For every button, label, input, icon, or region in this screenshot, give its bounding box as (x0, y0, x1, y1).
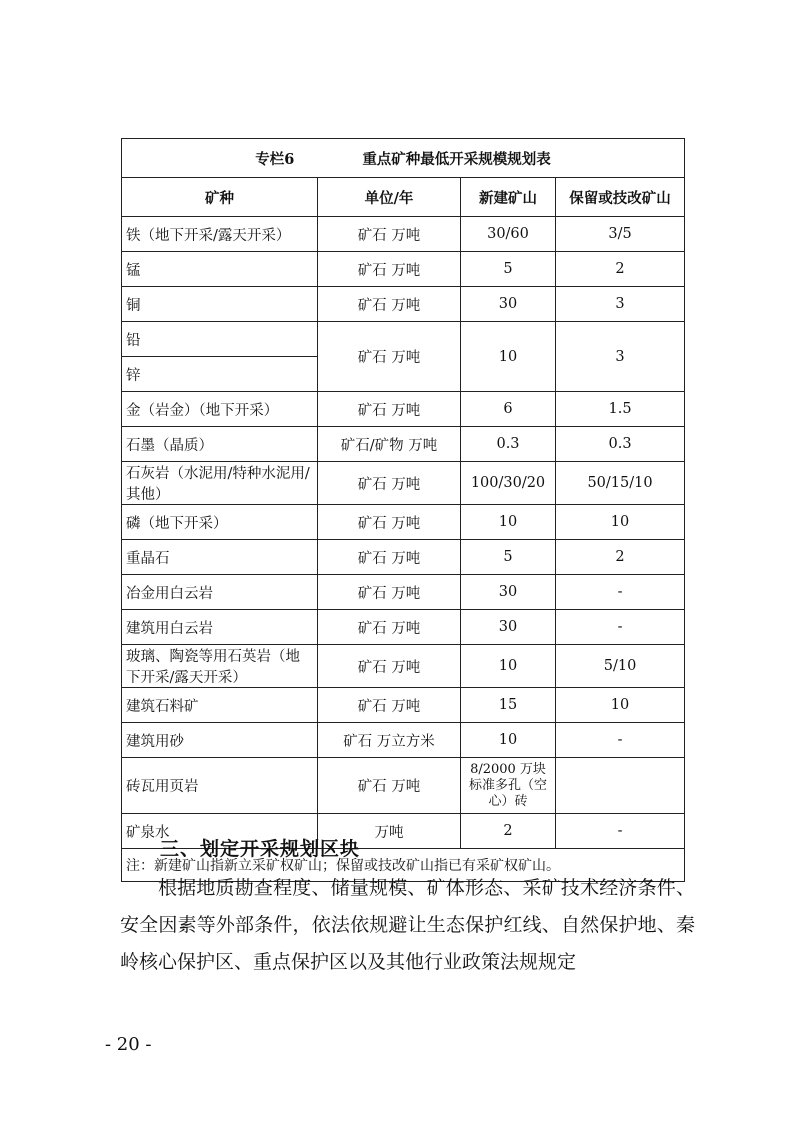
cell-new: 15 (461, 688, 556, 723)
cell-mineral: 铅 (122, 322, 318, 357)
table-row (122, 322, 685, 357)
header-unit: 单位/年 (318, 178, 461, 217)
cell-retain: - (556, 575, 685, 610)
cell-mineral: 砖瓦用页岩 (122, 758, 318, 814)
cell-mineral: 金（岩金）（地下开采） (122, 392, 318, 427)
cell-retain: 50/15/10 (556, 462, 685, 505)
mining-scale-table (121, 138, 685, 882)
cell-new: 100/30/20 (461, 462, 556, 505)
cell-unit: 矿石 万吨 (318, 322, 461, 392)
cell-new: 2 (461, 814, 556, 849)
cell-unit: 矿石 万吨 (318, 505, 461, 540)
cell-mineral: 磷（地下开采） (122, 505, 318, 540)
cell-unit: 矿石 万吨 (318, 217, 461, 252)
cell-unit: 矿石 万吨 (318, 462, 461, 505)
cell-retain: 3/5 (556, 217, 685, 252)
cell-unit: 矿石 万吨 (318, 540, 461, 575)
cell-retain: 3 (556, 287, 685, 322)
cell-unit: 矿石 万吨 (318, 758, 461, 814)
table-header-row (122, 178, 685, 217)
cell-new: 30 (461, 575, 556, 610)
header-new-mine: 新建矿山 (461, 178, 556, 217)
cell-mineral: 铜 (122, 287, 318, 322)
cell-mineral: 建筑用砂 (122, 723, 318, 758)
cell-retain: 3 (556, 322, 685, 392)
cell-retain: 0.3 (556, 427, 685, 462)
cell-mineral: 矿泉水 (122, 814, 318, 849)
table-row (122, 287, 685, 322)
cell-new: 10 (461, 322, 556, 392)
cell-mineral: 石灰岩（水泥用/特种水泥用/其他） (122, 462, 318, 505)
cell-retain: 1.5 (556, 392, 685, 427)
cell-mineral: 重晶石 (122, 540, 318, 575)
table-row (122, 427, 685, 462)
cell-new: 10 (461, 723, 556, 758)
table-row (122, 688, 685, 723)
table-row (122, 505, 685, 540)
cell-mineral: 冶金用白云岩 (122, 575, 318, 610)
header-mineral: 矿种 (122, 178, 318, 217)
cell-retain: - (556, 610, 685, 645)
table-row (122, 252, 685, 287)
cell-unit: 矿石 万吨 (318, 688, 461, 723)
cell-new: 30/60 (461, 217, 556, 252)
cell-unit: 矿石/矿物 万吨 (318, 427, 461, 462)
table-caption (122, 139, 685, 178)
cell-mineral: 建筑石料矿 (122, 688, 318, 723)
cell-mineral: 石墨（晶质） (122, 427, 318, 462)
page-number: - 20 - (105, 1034, 152, 1055)
cell-retain: - (556, 723, 685, 758)
table-row (122, 645, 685, 688)
cell-new: 30 (461, 287, 556, 322)
cell-mineral: 锌 (122, 357, 318, 392)
table-note: 注：新建矿山指新立采矿权矿山；保留或技改矿山指已有采矿权矿山。 (122, 849, 685, 882)
cell-new: 10 (461, 505, 556, 540)
cell-new: 5 (461, 540, 556, 575)
table-row (122, 610, 685, 645)
cell-new: 0.3 (461, 427, 556, 462)
cell-unit: 矿石 万吨 (318, 575, 461, 610)
table-row (122, 758, 685, 814)
cell-retain: 10 (556, 505, 685, 540)
cell-new: 30 (461, 610, 556, 645)
cell-retain: - (556, 814, 685, 849)
cell-new: 8/2000 万块标准多孔（空心）砖 (461, 758, 556, 814)
column-label: 专栏6 (255, 150, 295, 168)
cell-new: 5 (461, 252, 556, 287)
cell-unit: 矿石 万吨 (318, 645, 461, 688)
cell-mineral: 铁（地下开采/露天开采） (122, 217, 318, 252)
cell-unit: 万吨 (318, 814, 461, 849)
table-row (122, 540, 685, 575)
cell-unit: 矿石 万吨 (318, 392, 461, 427)
cell-retain: 2 (556, 540, 685, 575)
cell-mineral: 建筑用白云岩 (122, 610, 318, 645)
cell-unit: 矿石 万立方米 (318, 723, 461, 758)
cell-new: 6 (461, 392, 556, 427)
header-retained-mine: 保留或技改矿山 (556, 178, 685, 217)
cell-retain (556, 758, 685, 814)
cell-new: 10 (461, 645, 556, 688)
cell-unit: 矿石 万吨 (318, 252, 461, 287)
table-title: 重点矿种最低开采规模规划表 (362, 150, 551, 168)
cell-unit: 矿石 万吨 (318, 610, 461, 645)
section-heading: 三、划定开采规划区块 (160, 838, 361, 860)
table-row (122, 575, 685, 610)
table-row (122, 723, 685, 758)
cell-retain: 10 (556, 688, 685, 723)
cell-retain: 2 (556, 252, 685, 287)
cell-retain: 5/10 (556, 645, 685, 688)
body-paragraph: 根据地质勘查程度、储量规模、矿体形态、采矿技术经济条件、安全因素等外部条件，依法依规避让生态保护红线、自然保护地、秦岭核心保护区、重点保护区以及其他行业政策法规规定 (120, 877, 695, 973)
table-row (122, 462, 685, 505)
table-row (122, 392, 685, 427)
cell-mineral: 锰 (122, 252, 318, 287)
table-row (122, 217, 685, 252)
cell-mineral: 玻璃、陶瓷等用石英岩（地下开采/露天开采） (122, 645, 318, 688)
cell-unit: 矿石 万吨 (318, 287, 461, 322)
